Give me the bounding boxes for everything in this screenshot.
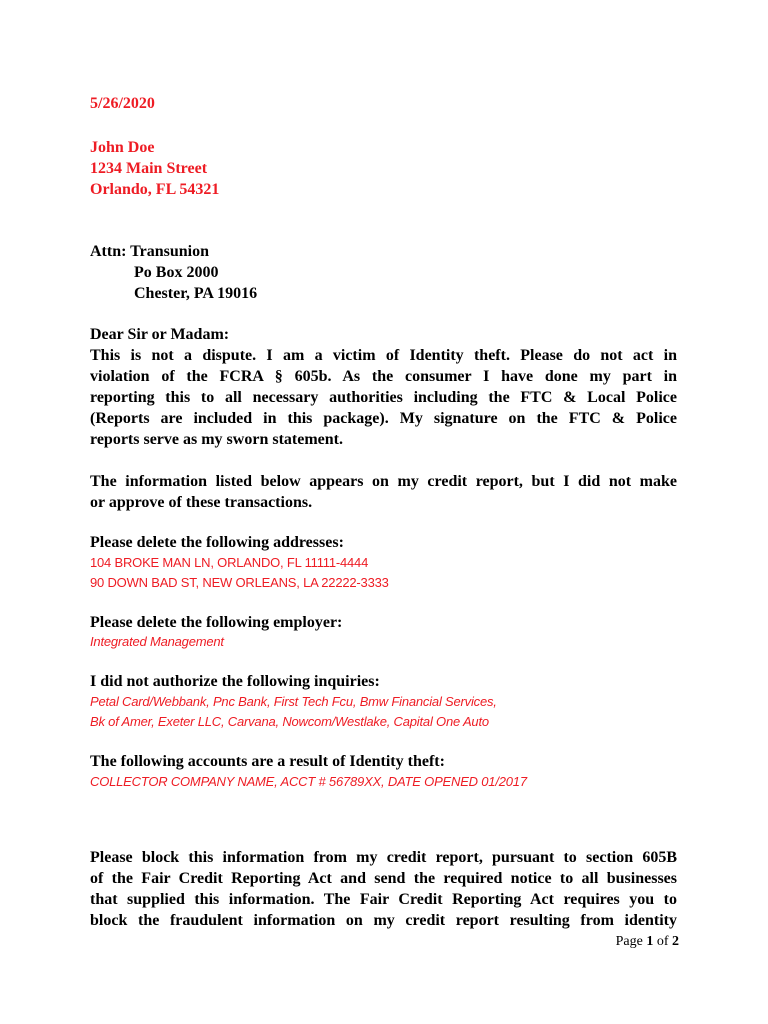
block-line: of the Fair Credit Reporting Act and send the required notice to all businesses <box>90 870 677 887</box>
inquiries-line: Bk of Amer, Exeter LLC, Carvana, Nowcom/Westlake, Capital One Auto <box>90 714 489 729</box>
inquiries-heading: I did not authorize the following inquiries: <box>90 673 380 690</box>
info-line: or approve of these transactions. <box>90 494 313 511</box>
sender-name: John Doe <box>90 139 155 156</box>
inquiries-line: Petal Card/Webbank, Pnc Bank, First Tech Fcu, Bmw Financial Services, <box>90 694 497 709</box>
block-line: that supplied this information. The Fair Credit Reporting Act requires you to <box>90 891 677 908</box>
address-item: 104 BROKE MAN LN, ORLANDO, FL 11111-4444 <box>90 555 369 570</box>
address-item: 90 DOWN BAD ST, NEW ORLEANS, LA 22222-3333 <box>90 575 389 590</box>
sender-city-state-zip: Orlando, FL 54321 <box>90 181 220 198</box>
total-pages: 2 <box>672 934 679 949</box>
block-line: Please block this information from my credit report, pursuant to section 605B <box>90 849 677 866</box>
accounts-heading: The following accounts are a result of Identity theft: <box>90 753 445 770</box>
sender-street: 1234 Main Street <box>90 160 208 177</box>
page-word: Page <box>615 934 643 949</box>
intro-line: violation of the FCRA § 605b. As the consumer I have done my part in <box>90 368 677 385</box>
page-number-footer <box>616 932 679 952</box>
intro-line: This is not a dispute. I am a victim of Identity theft. Please do not act in <box>90 347 677 364</box>
of-word: of <box>656 934 669 949</box>
current-page: 1 <box>646 934 654 949</box>
letter-date: 5/26/2020 <box>90 95 155 112</box>
block-line: block the fraudulent information on my credit report resulting from identity <box>90 912 677 929</box>
employer-heading: Please delete the following employer: <box>90 614 343 631</box>
intro-line: (Reports are included in this package). My signature on the FTC & Police <box>90 410 677 427</box>
info-line: The information listed below appears on my credit report, but I did not make <box>90 473 677 490</box>
addresses-heading: Please delete the following addresses: <box>90 534 344 551</box>
salutation: Dear Sir or Madam: <box>90 326 230 343</box>
recipient-attn: Attn: Transunion <box>90 243 209 260</box>
recipient-po-box: Po Box 2000 <box>134 264 219 281</box>
intro-line: reporting this to all necessary authorities including the FTC & Local Police <box>90 389 677 406</box>
accounts-value: COLLECTOR COMPANY NAME, ACCT # 56789XX, DATE OPENED 01/2017 <box>90 774 527 789</box>
employer-value: Integrated Management <box>90 634 224 649</box>
recipient-city-state-zip: Chester, PA 19016 <box>134 285 258 302</box>
intro-line: reports serve as my sworn statement. <box>90 431 343 448</box>
